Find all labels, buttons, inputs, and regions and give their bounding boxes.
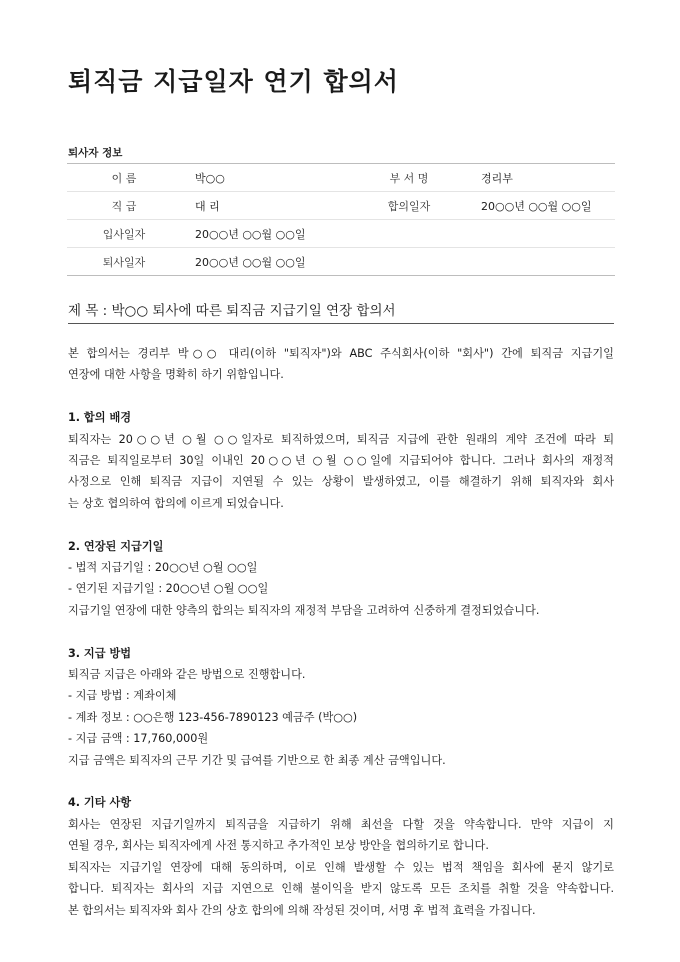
paragraph-line: 회사는 연장된 지급기일까지 퇴직금을 지급하기 위해 최선을 다할 것을 약속합니다. 만약 지급이 지	[68, 817, 614, 831]
section-background	[68, 407, 614, 514]
paragraph-line: 지급기일 연장에 대한 양측의 합의는 퇴직자의 재정적 부담을 고려하여 신중하게 결정되었습니다.	[68, 603, 540, 617]
retiree-info-label: 퇴사자 정보	[68, 147, 123, 159]
intro-paragraph	[68, 343, 614, 386]
table-row	[67, 248, 615, 276]
paragraph-line: 직금은 퇴직일로부터 30일 이내인 20○○년 ○월 ○○일에 지급되어야 합니다. 그러나 회사의 재정적	[68, 454, 614, 468]
paragraph-line: 사정으로 인해 퇴직금 지급이 지연될 수 있는 상황이 발생하였고, 이를 해결하기 위해 퇴직자와 회사	[68, 475, 614, 489]
position-value: 대 리	[181, 192, 351, 220]
resignation-date-value: 20○○년 ○○월 ○○일	[181, 248, 615, 276]
list-item: - 지급 방법 : 계좌이체	[68, 689, 177, 703]
agreement-date-label: 합의일자	[351, 192, 467, 220]
document-title: 퇴직금 지급일자 연기 합의서	[68, 67, 399, 96]
paragraph-line: 본 합의서는 퇴직자와 회사 간의 상호 합의에 의해 작성된 것이며, 서명 후 법적 효력을 가집니다.	[68, 903, 536, 917]
paragraph-line: 퇴직금 지급은 아래와 같은 방법으로 진행합니다.	[68, 668, 306, 682]
paragraph-line: 합니다. 퇴직자는 회사의 지급 지연으로 인해 불이익을 받지 않도록 모든 조치를 취할 것을 약속합니다.	[68, 882, 614, 896]
section-extended-date	[68, 536, 614, 622]
list-item: - 지급 금액 : 17,760,000원	[68, 732, 209, 746]
name-value: 박○○	[181, 164, 351, 192]
table-row	[67, 164, 615, 192]
table-row	[67, 192, 615, 220]
section-heading: 3. 지급 방법	[68, 646, 132, 660]
document-subject: 제 목 : 박○○ 퇴사에 따른 퇴직금 지급기일 연장 합의서	[68, 299, 614, 324]
retiree-info-table	[67, 163, 615, 276]
section-heading: 1. 합의 배경	[68, 411, 132, 425]
name-label: 이 름	[67, 164, 181, 192]
position-label: 직 급	[67, 192, 181, 220]
hire-date-label: 입사일자	[67, 220, 181, 248]
list-item: - 법적 지급기일 : 20○○년 ○월 ○○일	[68, 561, 258, 575]
list-item: - 연기된 지급기일 : 20○○년 ○월 ○○일	[68, 582, 269, 596]
resignation-date-label: 퇴사일자	[67, 248, 181, 276]
paragraph-line: 본 합의서는 경리부 박○○ 대리(이하 "퇴직자")와 ABC 주식회사(이하 "회사") 간에 퇴직금 지급기일	[68, 347, 614, 360]
section-payment-method	[68, 643, 614, 771]
section-other-matters	[68, 792, 614, 920]
table-row	[67, 220, 615, 248]
department-label: 부 서 명	[351, 164, 467, 192]
section-heading: 2. 연장된 지급기일	[68, 539, 164, 553]
document-body	[68, 343, 614, 921]
paragraph-line: 연장에 대한 사항을 명확히 하기 위함입니다.	[68, 368, 284, 382]
paragraph-line: 퇴직자는 지급기일 연장에 대해 동의하며, 이로 인해 발생할 수 있는 법적 책임을 회사에 묻지 않기로	[68, 860, 614, 874]
paragraph-line: 연될 경우, 회사는 퇴직자에게 사전 통지하고 추가적인 보상 방안을 협의하기로 합니다.	[68, 839, 489, 853]
paragraph-line: 지급 금액은 퇴직자의 근무 기간 및 급여를 기반으로 한 최종 계산 금액입니다.	[68, 753, 446, 767]
paragraph-line: 퇴직자는 20○○년 ○월 ○○일자로 퇴직하였으며, 퇴직금 지급에 관한 원래의 계약 조건에 따라 퇴	[68, 432, 614, 446]
section-heading: 4. 기타 사항	[68, 796, 132, 810]
agreement-date-value: 20○○년 ○○월 ○○일	[467, 192, 615, 220]
hire-date-value: 20○○년 ○○월 ○○일	[181, 220, 615, 248]
department-value: 경리부	[467, 164, 615, 192]
paragraph-line: 는 상호 협의하여 합의에 이르게 되었습니다.	[68, 496, 284, 510]
list-item: - 계좌 정보 : ○○은행 123-456-7890123 예금주 (박○○)	[68, 710, 358, 724]
